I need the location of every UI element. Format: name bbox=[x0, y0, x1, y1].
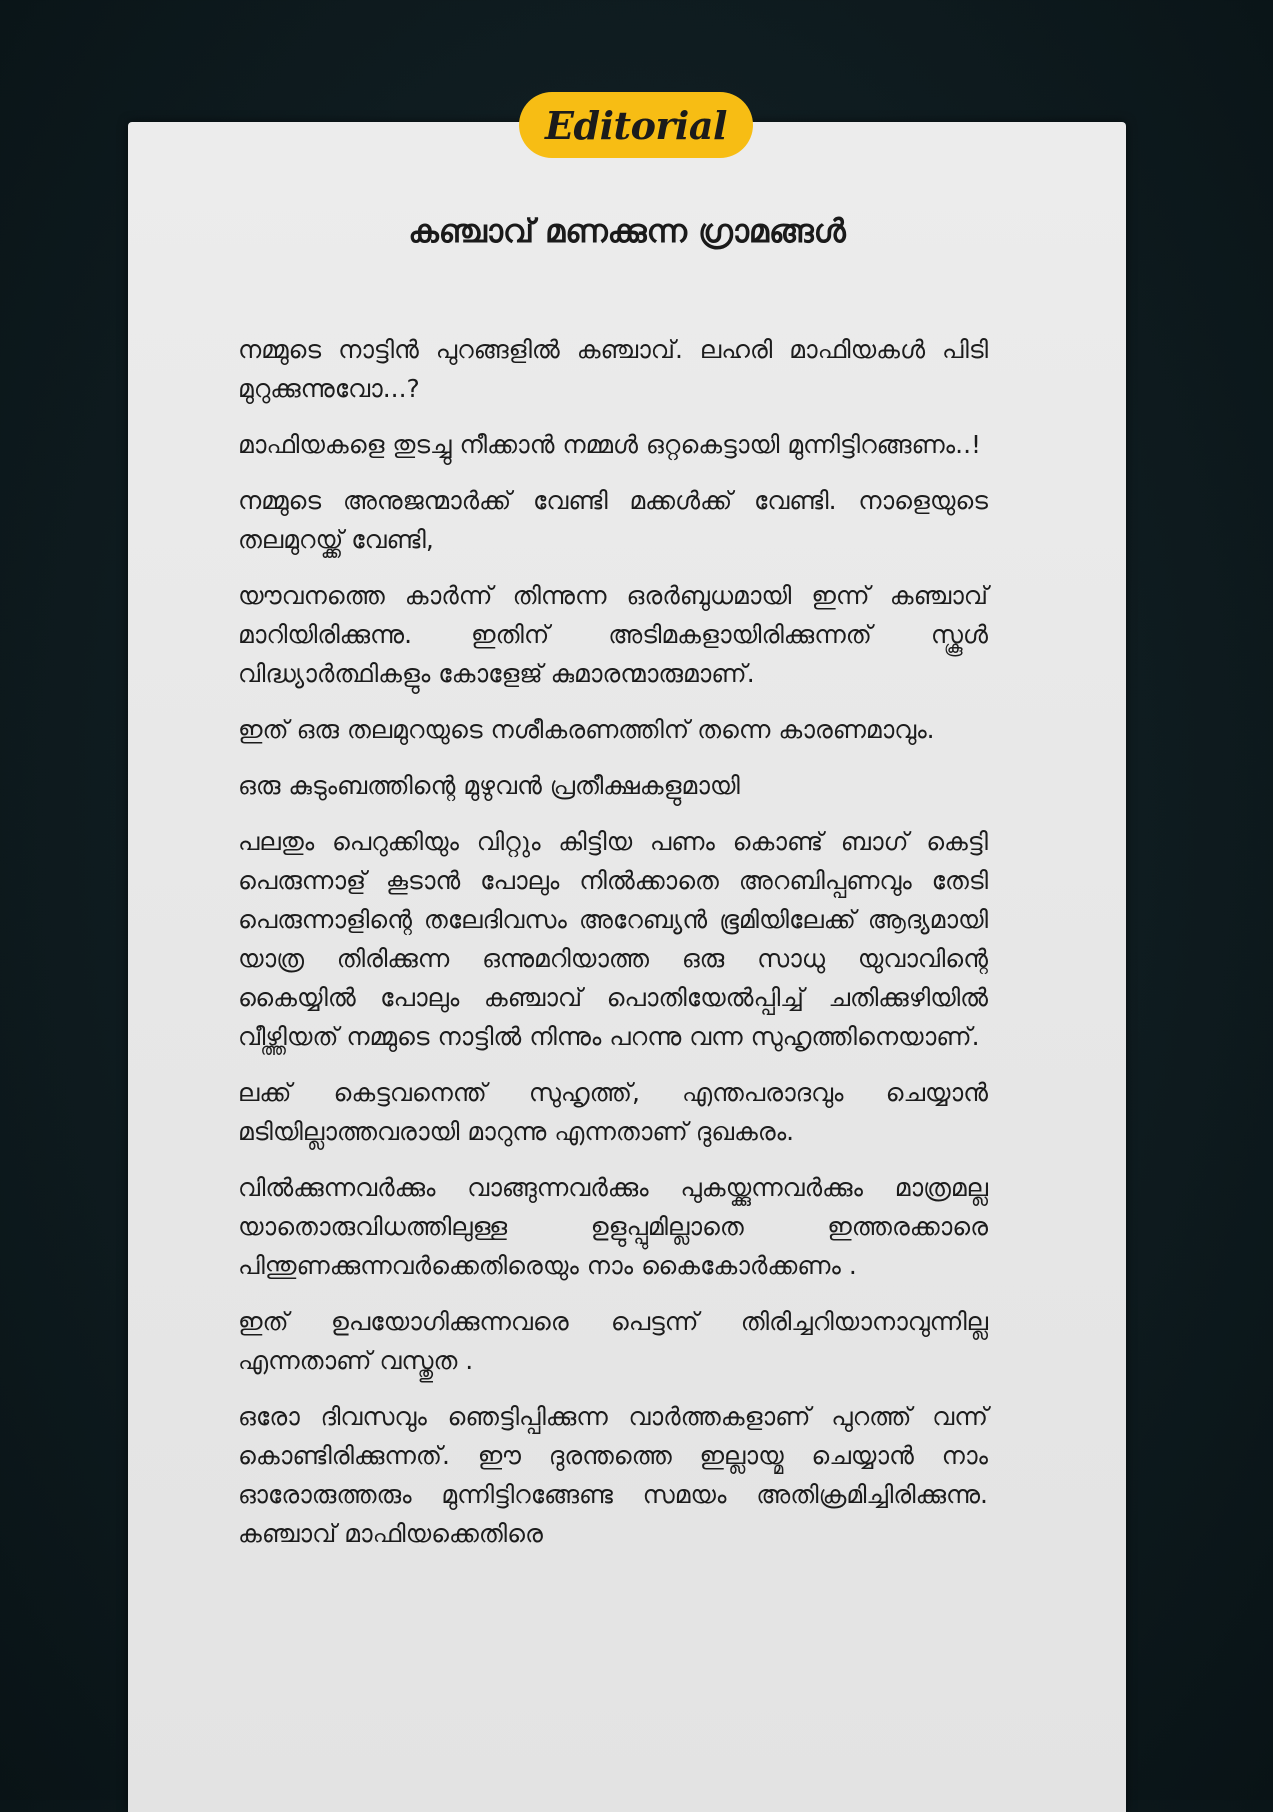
paragraph: ഇത് ഉപയോഗിക്കുന്നവരെ പെട്ടന്ന് തിരിച്ചറിയാനാവുന്നില്ല എന്നതാണ് വസ്തുത . bbox=[238, 1307, 988, 1375]
paragraph: നമ്മുടെ നാട്ടിൻ പുറങ്ങളിൽ കഞ്ചാവ്. ലഹരി മാഫിയകൾ പിടി മുറുക്കുന്നുവോ...? bbox=[238, 335, 988, 403]
paragraph: ഇത് ഒരു തലമുറയുടെ നശീകരണത്തിന് തന്നെ കാരണമാവും. bbox=[238, 715, 935, 744]
paragraph: മാഫിയകളെ തുടച്ചു നീക്കാൻ നമ്മൾ ഒറ്റകെട്ടായി മുന്നിട്ടിറങ്ങണം..! bbox=[238, 430, 982, 459]
paragraph: ലക്ക് കെട്ടവനെന്ത് സുഹൃത്ത്, എന്തപരാദവും ചെയ്യാൻ മടിയില്ലാത്തവരായി മാറുന്നു എന്നതാണ് ദുഖകരം. bbox=[238, 1078, 988, 1146]
paragraph: യൗവനത്തെ കാർന്ന് തിന്നുന്ന ഒരർബുധമായി ഇന്ന് കഞ്ചാവ് മാറിയിരിക്കുന്നു. ഇതിന് അടിമകളായിരിക്കുന്നത് സ്കൂൾ വിദ്ധ്യാർത്ഥികളും കോളേജ് കുമാരന്മാരുമാണ്. bbox=[238, 581, 988, 688]
editorial-badge bbox=[519, 92, 753, 158]
paragraph: നമ്മുടെ അനുജന്മാർക്ക് വേണ്ടി മക്കൾക്ക് വേണ്ടി. നാളെയുടെ തലമുറയ്ക്ക് വേണ്ടി, bbox=[238, 486, 988, 554]
paragraph: പലതും പെറുക്കിയും വിറ്റും കിട്ടിയ പണം കൊണ്ട് ബാഗ് കെട്ടി പെരുന്നാള് കൂടാൻ പോലും നിൽക്കാതെ അറബിപ്പണവും തേടി പെരുന്നാളിന്റെ തലേദിവസം അറേബ്യൻ ഭൂമിയിലേക്ക് ആദ്യമായി യാത്ര തിരിക്കുന്ന ഒന്നുമറിയാത്ത ഒരു സാധു യുവാവിന്റെ കൈയ്യിൽ പോലും കഞ്ചാവ് പൊതിയേൽപ്പിച്ച് ചതിക്കുഴിയിൽ വീഴ്ത്തിയത് നമ്മുടെ നാട്ടിൽ നിന്നും പറന്നു വന്ന സുഹൃത്തിനെയാണ്. bbox=[238, 827, 988, 1051]
editorial-badge-label: Editorial bbox=[545, 102, 727, 148]
paragraph: വിൽക്കുന്നവർക്കും വാങ്ങുന്നവർക്കും പുകയ്ക്കുന്നവർക്കും മാത്രമല്ല യാതൊരുവിധത്തിലുള്ള ഉളുപ്പുമില്ലാതെ ഇത്തരക്കാരെ പിന്തുണക്കുന്നവർക്കെതിരെയും നാം കൈകോർക്കണം . bbox=[238, 1173, 988, 1280]
paragraph: ഒരോ ദിവസവും ഞെട്ടിപ്പിക്കുന്ന വാർത്തകളാണ് പുറത്ത് വന്ന് കൊണ്ടിരിക്കുന്നത്. ഈ ദുരന്തത്തെ ഇല്ലായ്മ ചെയ്യാൻ നാം ഓരോരുത്തരും മുന്നിട്ടിറങ്ങേണ്ട സമയം അതിക്രമിച്ചിരിക്കുന്നു. കഞ്ചാവ് മാഫിയക്കെതിരെ bbox=[238, 1402, 988, 1548]
article-body bbox=[238, 330, 988, 1570]
article-title: കഞ്ചാവ് മണക്കുന്ന ഗ്രാമങ്ങൾ bbox=[408, 212, 846, 250]
paragraph: ഒരു കുടുംബത്തിന്റെ മുഴുവൻ പ്രതീക്ഷകളുമായി bbox=[238, 771, 740, 800]
